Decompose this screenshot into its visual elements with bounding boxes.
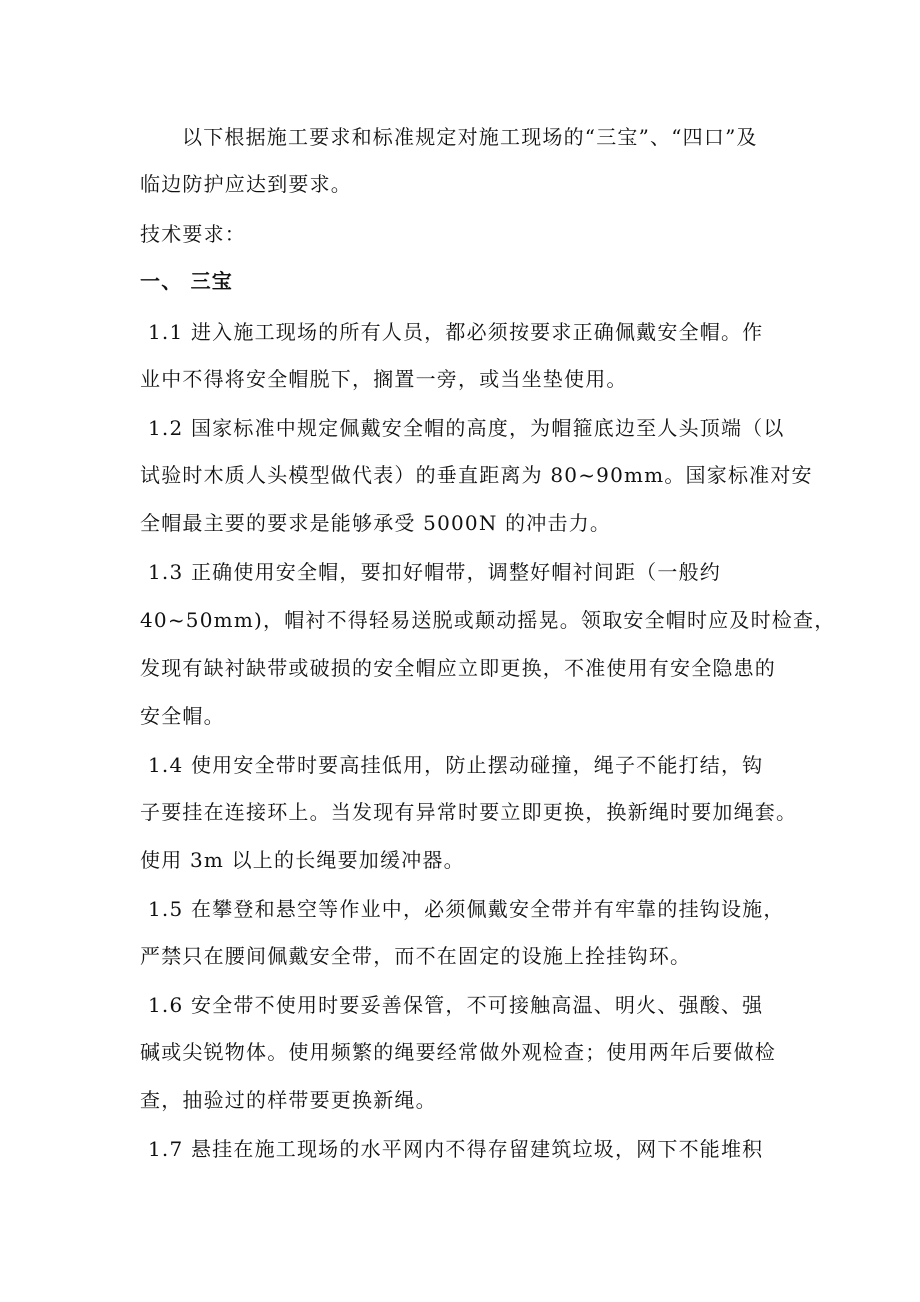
item-1-6-line-1: 1.6 安全带不使用时要妥善保管，不可接触高温、明火、强酸、强 <box>148 993 764 1017</box>
item-1-3-line-2: 40~50mm)，帽衬不得轻易送脱或颠动摇晃。领取安全帽时应及时检查， <box>140 608 836 632</box>
item-1-3-line-4: 安全帽。 <box>140 704 225 728</box>
item-1-6-line-2: 碱或尖锐物体。使用频繁的绳要经常做外观检查；使用两年后要做检 <box>140 1040 776 1064</box>
item-1-2-line-3: 全帽最主要的要求是能够承受 5000N 的冲击力。 <box>140 511 612 535</box>
item-1-5-line-1: 1.5 在攀登和悬空等作业中，必须佩戴安全带并有牢靠的挂钩设施， <box>148 897 785 921</box>
item-1-2-line-2: 试验时木质人头模型做代表）的垂直距离为 80~90mm。国家标准对安 <box>140 463 813 487</box>
item-1-4-line-3: 使用 3m 以上的长绳要加缓冲器。 <box>140 848 465 872</box>
intro-line-1: 以下根据施工要求和标准规定对施工现场的“三宝”、“四口”及 <box>182 125 758 149</box>
item-1-3-line-1: 1.3 正确使用安全帽，要扣好帽带，调整好帽衬间距（一般约 <box>148 560 721 584</box>
item-1-4-line-2: 子要挂在连接环上。当发现有异常时要立即更换，换新绳时要加绳套。 <box>140 800 798 824</box>
item-1-2-line-1: 1.2 国家标准中规定佩戴安全帽的高度，为帽箍底边至人头顶端（以 <box>148 416 785 440</box>
item-1-3-line-3: 发现有缺衬缺带或破损的安全帽应立即更换，不准使用有安全隐患的 <box>140 656 776 680</box>
subtitle: 技术要求： <box>140 222 246 246</box>
item-1-5-line-2: 严禁只在腰间佩戴安全带，而不在固定的设施上拴挂钩环。 <box>140 944 692 968</box>
item-1-1-line-1: 1.1 进入施工现场的所有人员，都必须按要求正确佩戴安全帽。作 <box>148 320 764 344</box>
intro-line-2: 临边防护应达到要求。 <box>140 172 352 196</box>
item-1-4-line-1: 1.4 使用安全带时要高挂低用，防止摆动碰撞，绳子不能打结，钩 <box>148 753 764 777</box>
section-heading: 一、 三宝 <box>140 269 233 293</box>
item-1-1-line-2: 业中不得将安全帽脱下，搁置一旁，或当坐垫使用。 <box>140 367 628 391</box>
item-1-6-line-3: 查，抽验过的样带要更换新绳。 <box>140 1088 437 1112</box>
item-1-7-line-1: 1.7 悬挂在施工现场的水平网内不得存留建筑垃圾，网下不能堆积 <box>148 1137 764 1161</box>
